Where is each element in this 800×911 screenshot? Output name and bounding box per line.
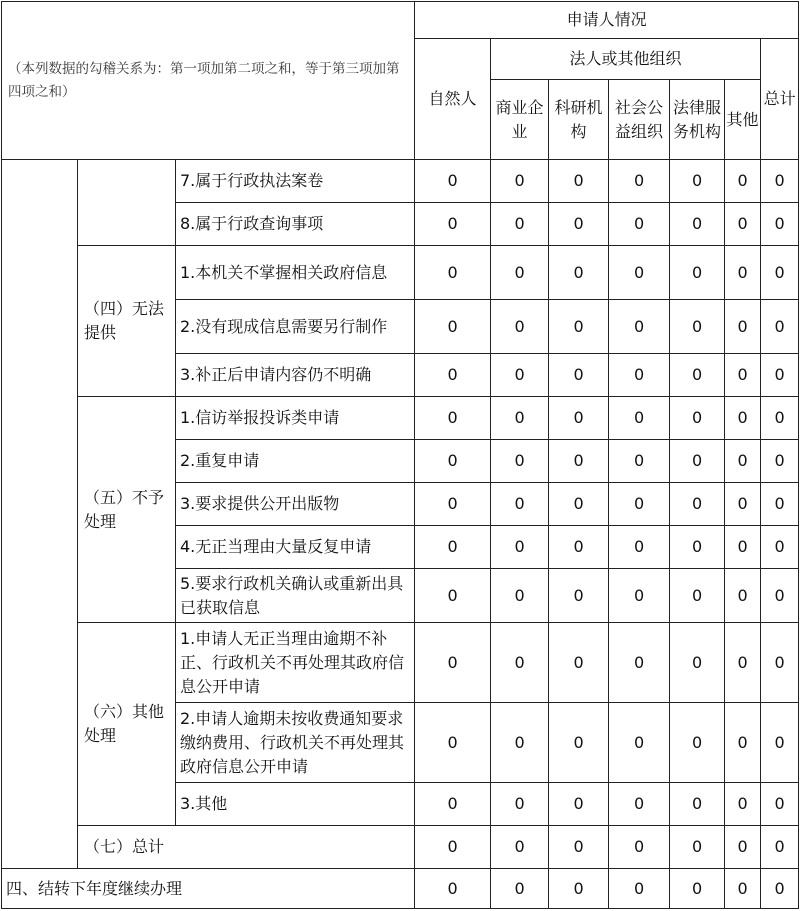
value-cell: 0 <box>415 526 491 569</box>
value-cell: 0 <box>491 826 549 869</box>
research-header: 科研机构 <box>549 80 609 160</box>
value-cell: 0 <box>491 569 549 623</box>
value-cell: 0 <box>725 869 761 909</box>
value-cell: 0 <box>761 569 799 623</box>
value-cell: 0 <box>725 483 761 526</box>
social-welfare-header: 社会公益组织 <box>609 80 670 160</box>
group-label-unable-to-provide: （四）无法提供 <box>78 246 176 397</box>
value-cell: 0 <box>415 440 491 483</box>
value-cell: 0 <box>670 569 725 623</box>
value-cell: 0 <box>761 203 799 246</box>
value-cell: 0 <box>670 826 725 869</box>
applicant-situation-header: 申请人情况 <box>415 2 799 39</box>
value-cell: 0 <box>491 483 549 526</box>
row-label: 8.属于行政查询事项 <box>176 203 415 246</box>
value-cell: 0 <box>549 440 609 483</box>
value-cell: 0 <box>761 440 799 483</box>
value-cell: 0 <box>549 300 609 354</box>
value-cell: 0 <box>415 203 491 246</box>
value-cell: 0 <box>491 160 549 203</box>
value-cell: 0 <box>725 300 761 354</box>
table-row <box>2 623 799 703</box>
value-cell: 0 <box>670 246 725 300</box>
value-cell: 0 <box>761 783 799 826</box>
value-cell: 0 <box>609 300 670 354</box>
value-cell: 0 <box>609 203 670 246</box>
value-cell: 0 <box>670 203 725 246</box>
natural-person-header: 自然人 <box>415 39 491 160</box>
value-cell: 0 <box>549 703 609 783</box>
value-cell: 0 <box>549 569 609 623</box>
value-cell: 0 <box>549 160 609 203</box>
value-cell: 0 <box>670 483 725 526</box>
value-cell: 0 <box>549 397 609 440</box>
value-cell: 0 <box>491 440 549 483</box>
value-cell: 0 <box>491 623 549 703</box>
group-label-other-handling: （六）其他处理 <box>78 623 176 826</box>
row-label: 2.重复申请 <box>176 440 415 483</box>
value-cell: 0 <box>491 783 549 826</box>
value-cell: 0 <box>549 483 609 526</box>
value-cell: 0 <box>670 526 725 569</box>
row-label: 2.没有现成信息需要另行制作 <box>176 300 415 354</box>
value-cell: 0 <box>549 354 609 397</box>
value-cell: 0 <box>491 397 549 440</box>
value-cell: 0 <box>415 354 491 397</box>
value-cell: 0 <box>415 869 491 909</box>
value-cell: 0 <box>761 300 799 354</box>
value-cell: 0 <box>549 623 609 703</box>
value-cell: 0 <box>761 826 799 869</box>
value-cell: 0 <box>609 160 670 203</box>
value-cell: 0 <box>670 160 725 203</box>
table-row <box>2 826 799 869</box>
table-row <box>2 160 799 203</box>
value-cell: 0 <box>415 300 491 354</box>
value-cell: 0 <box>549 246 609 300</box>
row-label: 3.补正后申请内容仍不明确 <box>176 354 415 397</box>
value-cell: 0 <box>491 203 549 246</box>
value-cell: 0 <box>670 354 725 397</box>
row-label-total: （七）总计 <box>78 826 415 869</box>
table-row <box>2 397 799 440</box>
value-cell: 0 <box>725 623 761 703</box>
value-cell: 0 <box>670 623 725 703</box>
value-cell: 0 <box>549 526 609 569</box>
statistics-table <box>1 1 799 909</box>
value-cell: 0 <box>609 397 670 440</box>
column-relation-note: （本列数据的勾稽关系为：第一项加第二项之和，等于第三项加第四项之和） <box>2 2 415 160</box>
value-cell: 0 <box>549 203 609 246</box>
value-cell: 0 <box>549 869 609 909</box>
value-cell: 0 <box>725 354 761 397</box>
value-cell: 0 <box>761 354 799 397</box>
value-cell: 0 <box>609 483 670 526</box>
value-cell: 0 <box>609 703 670 783</box>
value-cell: 0 <box>609 623 670 703</box>
value-cell: 0 <box>761 246 799 300</box>
value-cell: 0 <box>609 783 670 826</box>
value-cell: 0 <box>491 300 549 354</box>
value-cell: 0 <box>415 826 491 869</box>
value-cell: 0 <box>609 246 670 300</box>
outer-blank-cell <box>2 160 78 869</box>
value-cell: 0 <box>415 483 491 526</box>
value-cell: 0 <box>725 703 761 783</box>
row-label: 3.其他 <box>176 783 415 826</box>
value-cell: 0 <box>761 483 799 526</box>
value-cell: 0 <box>491 246 549 300</box>
value-cell: 0 <box>549 783 609 826</box>
value-cell: 0 <box>491 526 549 569</box>
value-cell: 0 <box>725 160 761 203</box>
value-cell: 0 <box>415 160 491 203</box>
group-label-not-processed: （五）不予处理 <box>78 397 176 623</box>
row-label: 1.信访举报投诉类申请 <box>176 397 415 440</box>
value-cell: 0 <box>609 354 670 397</box>
legal-service-header: 法律服务机构 <box>670 80 725 160</box>
value-cell: 0 <box>670 300 725 354</box>
value-cell: 0 <box>415 397 491 440</box>
row-label: 4.无正当理由大量反复申请 <box>176 526 415 569</box>
value-cell: 0 <box>761 623 799 703</box>
table-row <box>2 246 799 300</box>
value-cell: 0 <box>725 783 761 826</box>
value-cell: 0 <box>609 526 670 569</box>
value-cell: 0 <box>491 703 549 783</box>
value-cell: 0 <box>761 397 799 440</box>
row-label: 1.申请人无正当理由逾期不补正、行政机关不再处理其政府信息公开申请 <box>176 623 415 703</box>
value-cell: 0 <box>491 354 549 397</box>
value-cell: 0 <box>491 869 549 909</box>
total-header: 总计 <box>761 39 799 160</box>
row-label: 7.属于行政执法案卷 <box>176 160 415 203</box>
value-cell: 0 <box>761 526 799 569</box>
value-cell: 0 <box>761 703 799 783</box>
value-cell: 0 <box>725 569 761 623</box>
value-cell: 0 <box>415 569 491 623</box>
value-cell: 0 <box>761 160 799 203</box>
value-cell: 0 <box>670 397 725 440</box>
commercial-header: 商业企业 <box>491 80 549 160</box>
value-cell: 0 <box>415 783 491 826</box>
value-cell: 0 <box>415 703 491 783</box>
value-cell: 0 <box>725 246 761 300</box>
value-cell: 0 <box>761 869 799 909</box>
value-cell: 0 <box>725 203 761 246</box>
value-cell: 0 <box>725 440 761 483</box>
value-cell: 0 <box>725 826 761 869</box>
row-label: 3.要求提供公开出版物 <box>176 483 415 526</box>
row-label: 5.要求行政机关确认或重新出具已获取信息 <box>176 569 415 623</box>
value-cell: 0 <box>415 246 491 300</box>
group-blank-cell <box>78 160 176 246</box>
value-cell: 0 <box>609 869 670 909</box>
value-cell: 0 <box>609 569 670 623</box>
value-cell: 0 <box>725 397 761 440</box>
value-cell: 0 <box>670 703 725 783</box>
legal-entities-header: 法人或其他组织 <box>491 39 761 80</box>
row-label-carryover: 四、结转下年度继续办理 <box>2 869 415 909</box>
value-cell: 0 <box>609 440 670 483</box>
row-label: 2.申请人逾期未按收费通知要求缴纳费用、行政机关不再处理其政府信息公开申请 <box>176 703 415 783</box>
row-label: 1.本机关不掌握相关政府信息 <box>176 246 415 300</box>
value-cell: 0 <box>670 783 725 826</box>
value-cell: 0 <box>549 826 609 869</box>
value-cell: 0 <box>609 826 670 869</box>
value-cell: 0 <box>725 526 761 569</box>
value-cell: 0 <box>670 440 725 483</box>
table-row <box>2 869 799 909</box>
other-header: 其他 <box>725 80 761 160</box>
value-cell: 0 <box>670 869 725 909</box>
value-cell: 0 <box>415 623 491 703</box>
